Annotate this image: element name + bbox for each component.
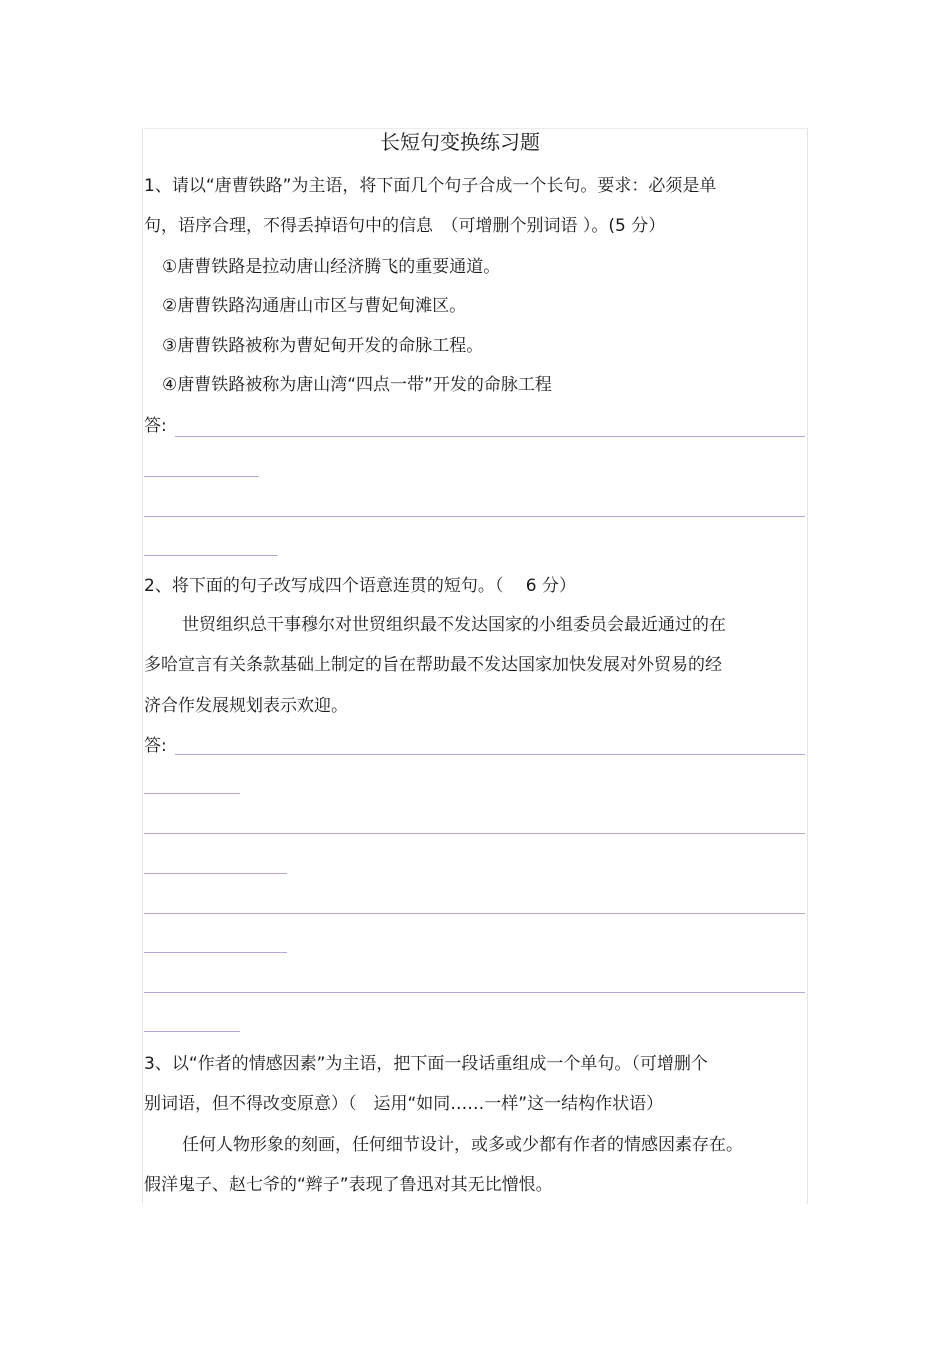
q3-prompt-line1: 3、以“作者的情感因素”为主语，把下面一段话重组成一个单句。（可增删个 — [144, 1054, 708, 1074]
q2-answer-line-6 — [144, 952, 287, 953]
q1-answer-line-2 — [144, 476, 259, 477]
q2-answer-line-1 — [175, 754, 805, 755]
q1-item-2: ②唐曹铁路沟通唐山市区与曹妃甸滩区。 — [162, 296, 467, 316]
q3-passage-line2: 假洋鬼子、赵七爷的“辫子”表现了鲁迅对其无比憎恨。 — [144, 1175, 553, 1195]
q1-item-3: ③唐曹铁路被称为曹妃甸开发的命脉工程。 — [162, 336, 484, 356]
q2-answer-line-3 — [144, 833, 805, 834]
q1-prompt-line2: 句，语序合理，不得丢掉语句中的信息 （可增删个别词语 ）。(5 分） — [144, 216, 666, 236]
q2-answer-line-8 — [144, 1031, 240, 1032]
q3-prompt-line2: 别词语，但不得改变原意）（ 运用“如同……一样”这一结构作状语） — [144, 1094, 664, 1114]
document-title: 长短句变换练习题 — [380, 130, 540, 154]
q2-answer-line-4 — [144, 873, 287, 874]
q2-passage-line3: 济合作发展规划表示欢迎。 — [144, 696, 348, 716]
q2-answer-line-5 — [144, 913, 805, 914]
q1-answer-line-1 — [175, 436, 805, 437]
q3-passage-line1: 任何人物形象的刻画，任何细节设计，或多或少都有作者的情感因素存在。 — [182, 1135, 743, 1155]
q2-answer-line-2 — [144, 793, 240, 794]
q1-answer-line-3 — [144, 516, 805, 517]
q2-answer-label: 答: — [144, 736, 167, 756]
q1-answer-line-4 — [144, 555, 278, 556]
q1-answer-label: 答: — [144, 416, 167, 436]
q1-item-4: ④唐曹铁路被称为唐山湾“四点一带”开发的命脉工程 — [162, 375, 552, 395]
q2-answer-line-7 — [144, 992, 805, 993]
q2-passage-line2: 多哈宣言有关条款基础上制定的旨在帮助最不发达国家加快发展对外贸易的经 — [144, 655, 722, 675]
q1-item-1: ①唐曹铁路是拉动唐山经济腾飞的重要通道。 — [162, 257, 501, 277]
q2-passage-line1: 世贸组织总干事穆尔对世贸组织最不发达国家的小组委员会最近通过的在 — [182, 615, 726, 635]
q1-prompt-line1: 1、请以“唐曹铁路”为主语，将下面几个句子合成一个长句。要求：必须是单 — [144, 176, 717, 196]
q2-prompt-line1: 2、将下面的句子改写成四个语意连贯的短句。（ 6 分） — [144, 576, 576, 596]
